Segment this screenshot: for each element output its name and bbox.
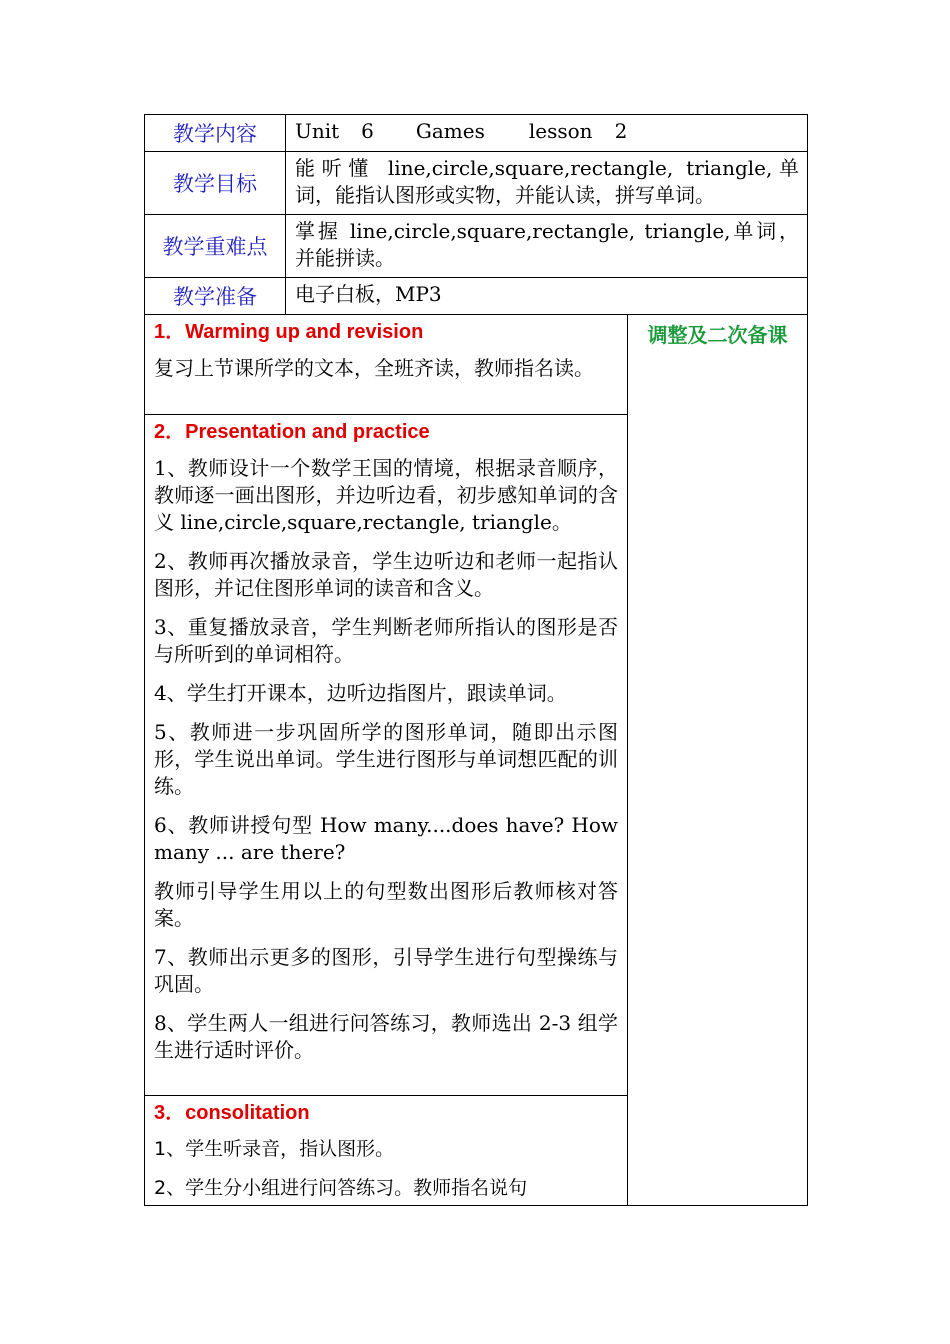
- section-paragraph: 复习上节课所学的文本，全班齐读，教师指名读。: [154, 356, 594, 380]
- value-teaching-content: [286, 115, 808, 152]
- row-procedure: [145, 315, 808, 1206]
- section-paragraph: 2、教师再次播放录音，学生边听边和老师一起指认图形，并记住图形单词的读音和含义。: [154, 549, 618, 600]
- label-teaching-preparation: 教学准备: [145, 278, 286, 315]
- label-teaching-content: 教学内容: [145, 115, 286, 152]
- section-paragraph: 1、教师设计一个数学王国的情境，根据录音顺序，教师逐一画出图形，并边听边看，初步感知单词的含义 line,circle,square,rectangle, triangle。: [154, 456, 618, 534]
- section-paragraph: 4、学生打开课本，边听边指图片，跟读单词。: [154, 681, 567, 705]
- section-paragraph: 3、重复播放录音，学生判断老师所指认的图形是否与所听到的单词相符。: [154, 615, 618, 666]
- label-key-difficult-points: 教学重难点: [145, 215, 286, 278]
- row-objectives: [145, 152, 808, 215]
- section-paragraph: 6、教师讲授句型 How many....does have? How many ... are there?: [154, 813, 618, 864]
- section-paragraph: 8、学生两人一组进行问答练习，教师选出 2-3 组学生进行适时评价。: [154, 1011, 618, 1062]
- lesson-number: 2: [614, 119, 628, 143]
- row-key-points: [145, 215, 808, 278]
- row-content: [145, 115, 808, 152]
- section-title: 3．consolitation: [154, 1102, 310, 1124]
- row-preparation: [145, 278, 808, 315]
- section-paragraph: 1、学生听录音，指认图形。: [154, 1138, 395, 1160]
- section-paragraph: 2、学生分小组进行问答练习。教师指名说句: [154, 1177, 528, 1199]
- lesson-plan-table: [144, 114, 808, 1206]
- adjustment-notes-cell: [628, 315, 808, 1206]
- label-teaching-objectives: 教学目标: [145, 152, 286, 215]
- unit-number: 6: [361, 119, 374, 143]
- section-paragraph: 7、教师出示更多的图形，引导学生进行句型操练与巩固。: [154, 945, 618, 996]
- section-warming-up: [145, 315, 627, 414]
- section-presentation: [145, 414, 627, 1095]
- section-consolidation: [145, 1095, 627, 1204]
- value-key-difficult-points: 掌握 line,circle,square,rectangle, triangle,单词，并能拼读。: [286, 215, 808, 278]
- section-title: 2．Presentation and practice: [154, 421, 430, 443]
- lesson-word: lesson: [528, 119, 593, 143]
- section-title: 1．Warming up and revision: [154, 321, 424, 343]
- procedure-cell: [145, 315, 628, 1206]
- unit-title: Games: [415, 119, 485, 143]
- section-paragraph: 5、教师进一步巩固所学的图形单词，随即出示图形，学生说出单词。学生进行图形与单词想匹配的训练。: [154, 720, 618, 798]
- value-teaching-objectives: 能听懂 line,circle,square,rectangle, triangle,单词，能指认图形或实物，并能认读，拼写单词。: [286, 152, 808, 215]
- unit-word: Unit: [295, 119, 340, 143]
- section-paragraph: 教师引导学生用以上的句型数出图形后教师核对答案。: [154, 879, 618, 930]
- adjustment-notes-title: 调整及二次备课: [647, 323, 788, 347]
- value-teaching-preparation: 电子白板，MP3: [286, 278, 808, 315]
